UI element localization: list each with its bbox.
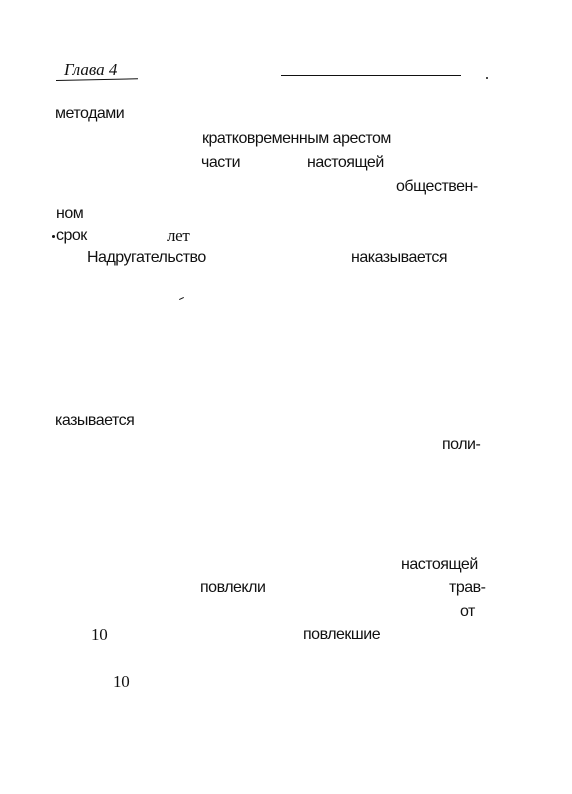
text-fragment: наказывается: [351, 249, 448, 266]
text-fragment: обществен-: [396, 178, 478, 195]
text-fragment: ном: [56, 205, 84, 222]
stray-mark: [179, 297, 184, 300]
text-fragment: настоящей: [307, 154, 384, 171]
margin-dot: [52, 235, 55, 238]
text-fragment: от: [460, 603, 475, 620]
text-fragment: части: [201, 154, 240, 171]
text-fragment: поли-: [442, 436, 481, 453]
text-fragment: 10: [113, 672, 130, 691]
text-fragment: методами: [55, 105, 125, 122]
text-fragment: Надругательство: [87, 249, 206, 266]
text-fragment: настоящей: [401, 556, 478, 573]
header-rule: [281, 75, 461, 76]
chapter-label: Глава 4: [64, 60, 118, 79]
text-fragment: повлекшие: [303, 626, 381, 643]
text-fragment: трав-: [449, 579, 486, 596]
text-fragment: повлекли: [200, 579, 266, 596]
text-fragment: казывается: [55, 412, 135, 429]
text-fragment: 10: [91, 625, 108, 644]
header-dot: [486, 77, 488, 79]
text-fragment: кратковременным арестом: [202, 130, 391, 147]
text-fragment: срок: [56, 227, 87, 244]
text-fragment: лет: [167, 226, 190, 245]
